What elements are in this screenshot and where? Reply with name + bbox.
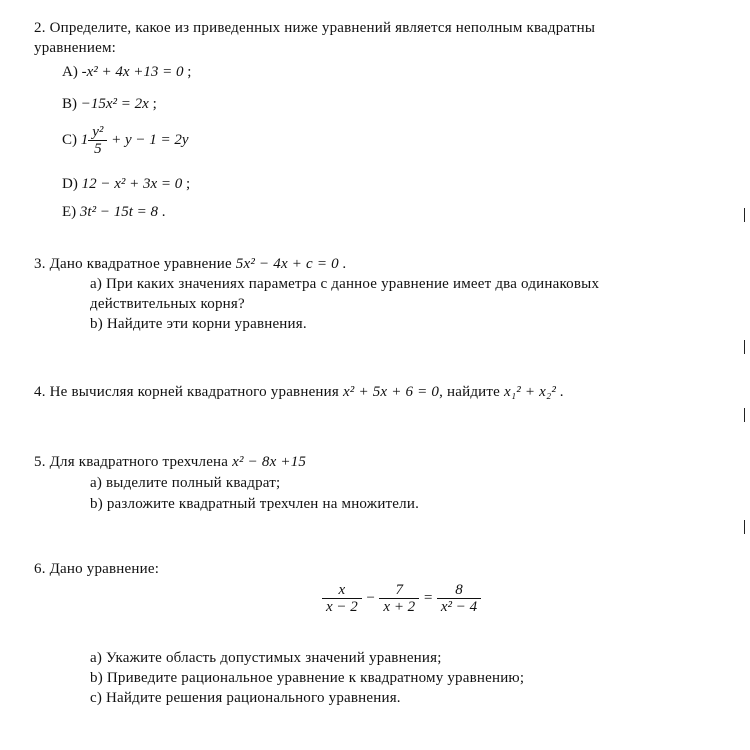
edge-mark [744,208,745,222]
fraction-3-denominator: x² − 4 [440,599,478,615]
option-equation-rest: + y − 1 = 2y [111,131,189,148]
option-end: . [161,204,166,220]
task5-a: a) выделите полный квадрат; [90,475,281,491]
task2-option-d [62,176,190,193]
fraction-2-denominator: x + 2 [383,599,416,615]
task2-option-e [62,204,166,221]
task3-intro-text: 3. Дано квадратное уравнение [34,256,232,272]
option-end: ; [152,96,157,112]
fraction-1-denominator: x − 2 [326,599,358,615]
task2-line2: уравнением: [34,40,116,56]
option-label: B) [62,96,77,112]
task6-equation [322,582,481,615]
task3-a-line1: a) При каких значениях параметра c данное уравнение имеет два одинаковых [90,276,600,292]
option-equation: −15x² = 2x [80,96,149,112]
edge-mark [744,520,745,534]
task3-b: b) Найдите эти корни уравнения. [90,316,307,332]
task4-equation: x² + 5x + 6 = 0 [342,384,440,400]
task5-intro-line [34,454,306,471]
fraction-3 [437,582,481,615]
task2-line1: 2. Определите, какое из приведенных ниже уравнений является неполным квадратны [34,20,596,36]
task2-option-c [62,124,189,157]
task2-option-a [62,64,191,81]
task3-a-line2: действительных корня? [90,296,245,312]
fraction-2 [379,582,419,615]
task5-intro: 5. Для квадратного трехчлена [34,454,229,470]
fraction-1 [322,582,362,615]
fraction-3-numerator: 8 [437,582,481,599]
task2-option-b [62,96,157,113]
edge-mark [744,408,745,422]
mixed-number-whole: 1 [80,131,89,148]
task4-intro: 4. Не вычисляя корней квадратного уравнения [34,384,339,400]
task6-intro: 6. Дано уравнение: [34,561,160,577]
task3-equation: 5x² − 4x + c = 0 . [235,256,347,272]
option-equation: -x² + 4x +13 = 0 [81,64,184,80]
option-end: ; [187,64,192,80]
task5-b: b) разложите квадратный трехчлен на множители. [90,496,420,512]
option-label: D) [62,176,78,192]
fraction-1-numerator: x [322,582,362,599]
edge-mark [744,340,745,354]
task6-b: b) Приведите рациональное уравнение к квадратному уравнению; [90,670,525,686]
task6-c: c) Найдите решения рационального уравнения. [90,690,401,706]
option-label: A) [62,64,78,80]
task5-equation: x² − 8x +15 [232,454,307,470]
fraction-denominator: 5 [94,141,102,157]
task4-line [34,384,564,401]
fraction [88,124,107,157]
fraction-numerator: y² [88,124,107,141]
task6-a: a) Укажите область допустимых значений уравнения; [90,650,442,666]
option-label: C) [62,131,77,148]
task4-expression: x₁² + x₂² . [503,384,565,400]
operator-equals: = [422,590,434,606]
task3-intro [34,256,347,273]
option-equation: 3t² − 15t = 8 [79,204,158,220]
option-label: E) [62,204,77,220]
task4-mid: , найдите [439,384,501,400]
fraction-2-numerator: 7 [379,582,419,599]
option-equation: 12 − x² + 3x = 0 [81,176,183,192]
option-end: ; [186,176,191,192]
operator-minus: − [365,590,376,606]
